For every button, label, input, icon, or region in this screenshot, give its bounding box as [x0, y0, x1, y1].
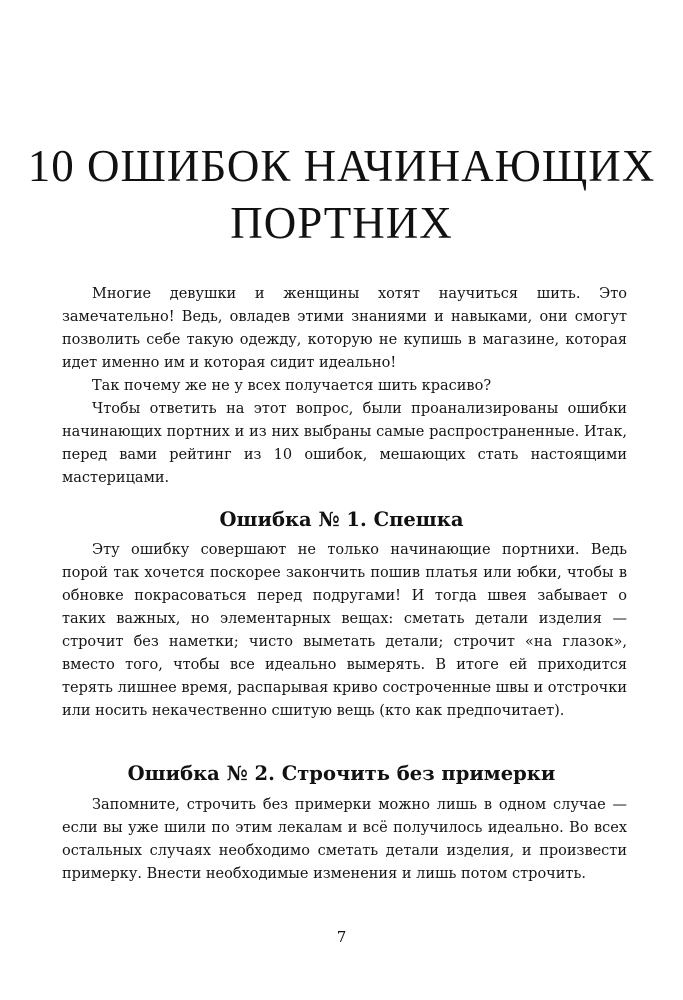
section-1-paragraph: Эту ошибку совершают не только начинающие портнихи. Ведь порой так хочется поскорее закончить пошив платья или юбки, чтобы в обновке покрасоваться перед подругами! И тогда швея забывает о таких важных, но элементарных вещах: сметать детали изделия — строчит без наметки; чисто выметать детали; строчит «на глазок», вместо того, чтобы все идеально вымерять. В итоге ей приходится терять лишнее время, распарывая криво состроченные швы и отстрочки или носить некачественно сшитую вещь (кто как предпочитает).	[62, 542, 627, 719]
chapter-title	[0, 138, 683, 252]
page-number: 7	[336, 928, 347, 946]
intro-paragraph-2: Так почему же не у всех получается шить красиво?	[92, 378, 492, 394]
intro-paragraph-3: Чтобы ответить на этот вопрос, были проанализированы ошибки начинающих портних и из них выбраны самые распространенные. Итак, перед вами рейтинг из 10 ошибок, мешающих стать настоящими мастерицами.	[62, 401, 627, 486]
section-2-heading: Ошибка № 2. Строчить без примерки	[127, 762, 556, 785]
intro-text	[62, 283, 627, 490]
chapter-title-line-1: 10 ОШИБОК НАЧИНАЮЩИХ	[27, 141, 656, 191]
section-1-heading: Ошибка № 1. Спешка	[219, 508, 464, 531]
section-2-paragraph: Запомните, строчить без примерки можно лишь в одном случае — если вы уже шили по этим лекалам и всё получилось идеально. Во всех остальных случаях необходимо сметать детали изделия, и произвести примерку. Внести необходимые изменения и лишь потом строчить.	[62, 797, 627, 882]
chapter-title-line-2: ПОРТНИХ	[230, 198, 453, 248]
intro-paragraph-1: Многие девушки и женщины хотят научиться шить. Это замечательно! Ведь, овладев этими знаниями и навыками, они смогут позволить себе такую одежду, которую не купишь в магазине, которая идет именно им и которая сидит идеально!	[62, 286, 627, 371]
section-2-text	[62, 794, 627, 886]
section-1-text	[62, 539, 627, 723]
